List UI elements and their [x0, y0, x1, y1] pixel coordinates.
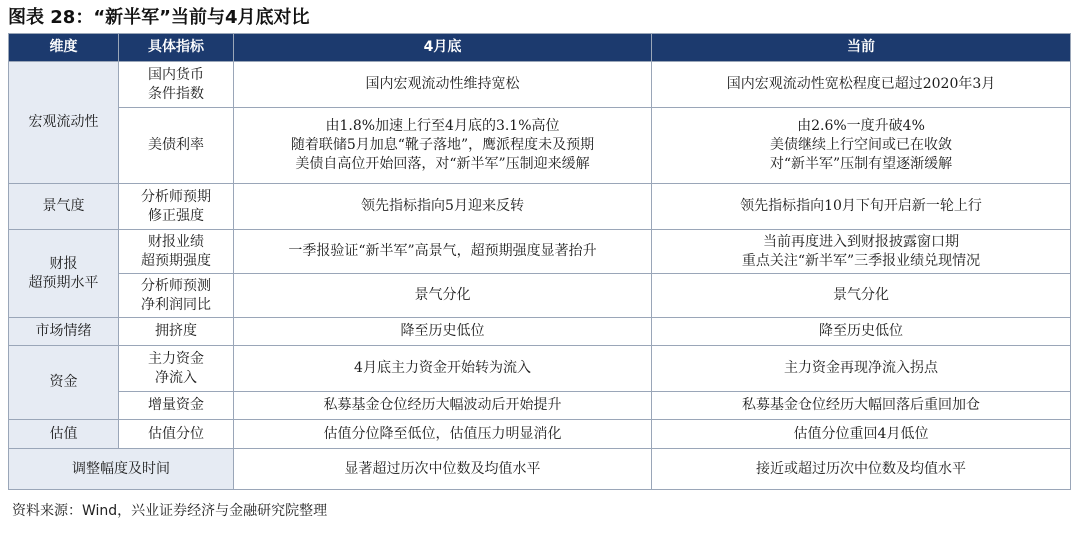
dimension-cell: 资金 — [9, 346, 119, 420]
current-cell — [652, 108, 1071, 184]
table-row — [9, 108, 1071, 184]
april-cell — [234, 108, 652, 184]
indicator-cell — [119, 230, 234, 274]
april-cell: 4月底主力资金开始转为流入 — [234, 346, 652, 392]
header-april: 4月底 — [234, 34, 652, 62]
current-cell: 估值分位重回4月低位 — [652, 420, 1071, 449]
april-cell: 国内宏观流动性维持宽松 — [234, 62, 652, 108]
april-line: 由1.8%加速上行至4月底的3.1%高位 — [325, 118, 560, 134]
header-indicator: 具体指标 — [119, 34, 234, 62]
april-cell: 私募基金仓位经历大幅波动后开始提升 — [234, 392, 652, 420]
indicator-line: 超预期强度 — [141, 252, 211, 269]
current-line: 美债继续上行空间或已在收敛 — [770, 137, 952, 153]
indicator-line: 条件指数 — [148, 85, 204, 102]
table-row — [9, 392, 1071, 420]
indicator-line: 主力资金 — [148, 350, 204, 367]
indicator-line: 分析师预测 — [141, 277, 211, 294]
source-note: 资料来源：Wind，兴业证券经济与金融研究院整理 — [12, 503, 328, 519]
dimension-cell: 景气度 — [9, 184, 119, 230]
dimension-cell: 估值 — [9, 420, 119, 449]
table-row — [9, 318, 1071, 346]
dimension-cell: 调整幅度及时间 — [9, 449, 234, 490]
current-cell — [652, 230, 1071, 274]
current-line: 由2.6%一度升破4% — [797, 118, 925, 134]
april-cell: 景气分化 — [234, 274, 652, 318]
table-row — [9, 230, 1071, 274]
indicator-cell: 估值分位 — [119, 420, 234, 449]
indicator-cell — [119, 184, 234, 230]
current-cell: 私募基金仓位经历大幅回落后重回加仓 — [652, 392, 1071, 420]
header-current: 当前 — [652, 34, 1071, 62]
indicator-cell — [119, 274, 234, 318]
april-cell: 估值分位降至低位，估值压力明显消化 — [234, 420, 652, 449]
dimension-line: 超预期水平 — [28, 274, 99, 291]
table-row — [9, 62, 1071, 108]
indicator-cell — [119, 62, 234, 108]
april-line: 美债自高位开始回落，对“新半军”压制迎来缓解 — [295, 156, 590, 172]
indicator-cell: 拥挤度 — [119, 318, 234, 346]
april-cell: 显著超过历次中位数及均值水平 — [234, 449, 652, 490]
current-cell: 国内宏观流动性宽松程度已超过2020年3月 — [652, 62, 1071, 108]
indicator-line: 财报业绩 — [148, 233, 204, 250]
april-cell: 一季报验证“新半军”高景气，超预期强度显著抬升 — [234, 230, 652, 274]
indicator-line: 净利润同比 — [141, 296, 211, 313]
indicator-line: 分析师预期 — [141, 188, 211, 205]
april-cell: 领先指标指向5月迎来反转 — [234, 184, 652, 230]
current-line: 当前再度进入到财报披露窗口期 — [763, 233, 959, 250]
indicator-line: 国内货币 — [148, 66, 204, 83]
indicator-cell — [119, 346, 234, 392]
indicator-line: 净流入 — [155, 369, 197, 386]
current-cell: 景气分化 — [652, 274, 1071, 318]
table-row — [9, 274, 1071, 318]
current-cell: 降至历史低位 — [652, 318, 1071, 346]
current-line: 对“新半军”压制有望逐渐缓解 — [769, 156, 953, 172]
comparison-table — [8, 33, 1071, 490]
table-row — [9, 184, 1071, 230]
dimension-cell — [9, 230, 119, 318]
dimension-cell: 宏观流动性 — [9, 62, 119, 184]
april-line: 随着联储5月加息“靴子落地”，鹰派程度未及预期 — [290, 137, 595, 153]
table-row — [9, 346, 1071, 392]
table-row — [9, 449, 1071, 490]
indicator-line: 修正强度 — [148, 207, 204, 224]
figure-title: 图表 28：“新半军”当前与4月底对比 — [8, 7, 310, 28]
current-cell: 接近或超过历次中位数及均值水平 — [652, 449, 1071, 490]
dimension-cell: 市场情绪 — [9, 318, 119, 346]
current-line: 重点关注“新半军”三季报业绩兑现情况 — [741, 252, 981, 269]
indicator-cell: 美债利率 — [119, 108, 234, 184]
indicator-cell: 增量资金 — [119, 392, 234, 420]
header-dimension: 维度 — [9, 34, 119, 62]
april-cell: 降至历史低位 — [234, 318, 652, 346]
table-row — [9, 420, 1071, 449]
current-cell: 主力资金再现净流入拐点 — [652, 346, 1071, 392]
current-cell: 领先指标指向10月下旬开启新一轮上行 — [652, 184, 1071, 230]
dimension-line: 财报 — [49, 255, 78, 272]
table-header-row — [9, 34, 1071, 62]
